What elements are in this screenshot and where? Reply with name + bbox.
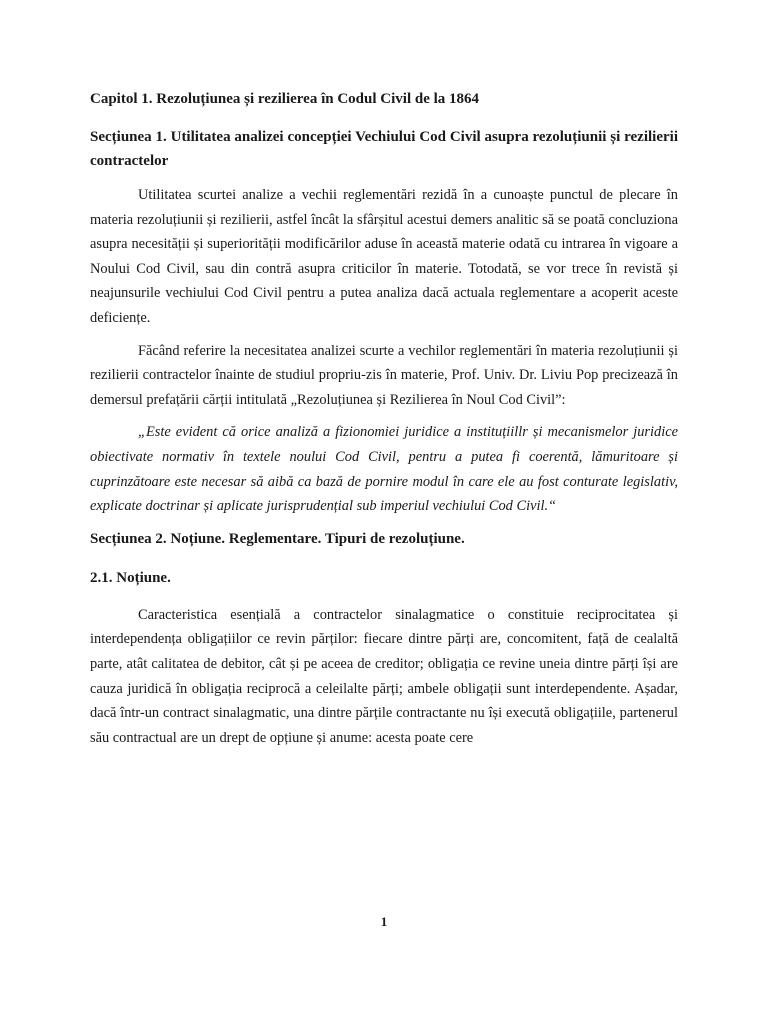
section-2-title: Secțiunea 2. Noțiune. Reglementare. Tipuri de rezoluțiune. (90, 530, 465, 547)
paragraph-intro: Utilitatea scurtei analize a vechii reglementări rezidă în a cunoaște punctul de plecare în materia rezoluțiunii și rezilierii, astfel încât la sfârșitul acestui demers analitic să se poată concluziona asupra necesității și superiorității modificărilor aduse în această materie odată cu intrarea în vigoare a Noului Cod Civil, sau din contră asupra criticilor în materie. Totodată, se vor trece în revistă și neajunsurile vechiului Cod Civil pentru a putea analiza dacă actuala reglementare a acoperit aceste deficiențe. (90, 187, 678, 326)
quote-paragraph: „Este evident că orice analiză a fizionomiei juridice a instituțiillr și mecanismelor juridice obiectivate normativ în textele noului Cod Civil, pentru a putea fi coerentă, lămuritoare și cuprinzătoare este necesar să aibă ca bază de pornire modul în care ele au fost conturate legislativ, explicate doctrinar și aplicate jurisprudențial sub imperiul vechiului Cod Civil.“ (90, 424, 678, 515)
page-number: 1 (380, 914, 388, 929)
document-page (90, 80, 678, 758)
section-1-title: Secțiunea 1. Utilitatea analizei concepției Vechiului Cod Civil asupra rezoluțiunii și rezilierii contractelor (90, 129, 678, 169)
subsection-title: 2.1. Noțiune. (90, 569, 171, 586)
chapter-title: Capitol 1. Rezoluțiunea și rezilierea în Codul Civil de la 1864 (90, 91, 480, 107)
paragraph-notion: Caracteristica esențială a contractelor sinalagmatice o constituie reciprocitatea și interdependența obligațiilor ce revin părților: fiecare dintre părți are, concomitent, față de cealaltă parte, atât calitatea de debitor, cât și pe aceea de creditor; obligația ce revine uneia dintre părți își are cauza juridică în obligația reciprocă a celeilalte părți; ambele obligații sunt interdependente. Așadar, dacă într-un contract sinalagmatic, una dintre părțile contractante nu își execută obligațiile, partenerul său contractual are un drept de opțiune și anume: acesta poate cere (90, 606, 678, 746)
paragraph-reference: Făcând referire la necesitatea analizei scurte a vechilor reglementări în materia rezoluțiunii și rezilierii contractelor înainte de studiul propriu-zis în materie, Prof. Univ. Dr. Liviu Pop precizează în demersul prefațării cărții intitulată „Rezoluțiunea și Rezilierea în Noul Cod Civil”: (90, 342, 678, 408)
